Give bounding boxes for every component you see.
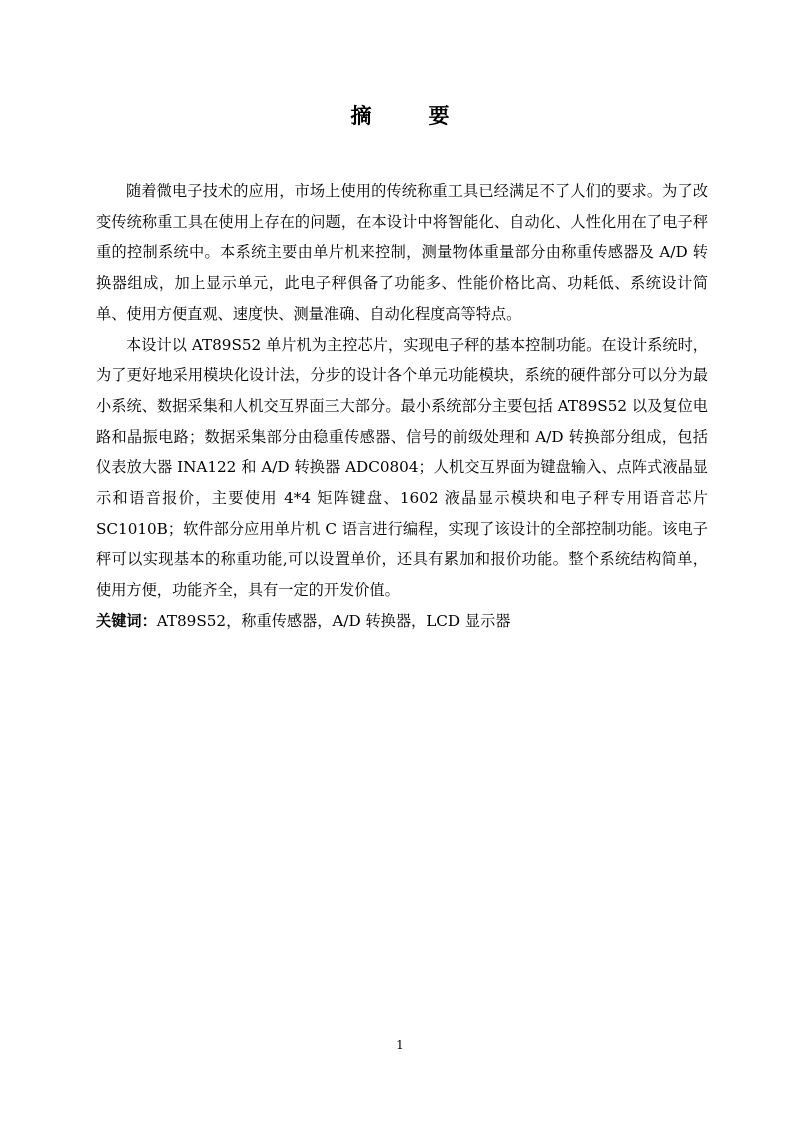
- keywords-label: 关键词：: [96, 611, 157, 630]
- page-title: 摘 要: [350, 103, 468, 128]
- keywords-line: [96, 606, 708, 637]
- abstract-paragraph-2: 本设计以 AT89S52 单片机为主控芯片，实现电子秤的基本控制功能。在设计系统时，为了更好地采用模块化设计法，分步的设计各个单元功能模块，系统的硬件部分可以分为最小系统、数据采集和人机交互界面三大部分。最小系统部分主要包括 AT89S52 以及复位电路和晶振电路；数据采集部分由稳重传感器、信号的前级处理和 A/D 转换部分组成，包括仪表放大器 INA122 和 A/D 转换器 ADC0804；人机交互界面为键盘输入、点阵式液晶显示和语音报价，主要使用 4*4 矩阵键盘、1602 液晶显示模块和电子秤专用语音芯片 SC1010B；软件部分应用单片机 C 语言进行编程，实现了该设计的全部控制功能。该电子秤可以实现基本的称重功能,可以设置单价，还具有累加和报价功能。整个系统结构简单，使用方便，功能齐全，具有一定的开发价值。: [96, 335, 708, 600]
- keywords-text: AT89S52，称重传感器，A/D 转换器，LCD 显示器: [156, 611, 511, 630]
- abstract-paragraph-1: 随着微电子技术的应用，市场上使用的传统称重工具已经满足不了人们的要求。为了改变传统称重工具在使用上存在的问题，在本设计中将智能化、自动化、人性化用在了电子秤重的控制系统中。本系统主要由单片机来控制，测量物体重量部分由称重传感器及 A/D 转换器组成，加上显示单元，此电子秤俱备了功能多、性能价格比高、功耗低、系统设计简单、使用方便直观、速度快、测量准确、自动化程度高等特点。: [96, 182, 708, 323]
- abstract-body: [96, 176, 708, 637]
- page-number: 1: [396, 1038, 404, 1052]
